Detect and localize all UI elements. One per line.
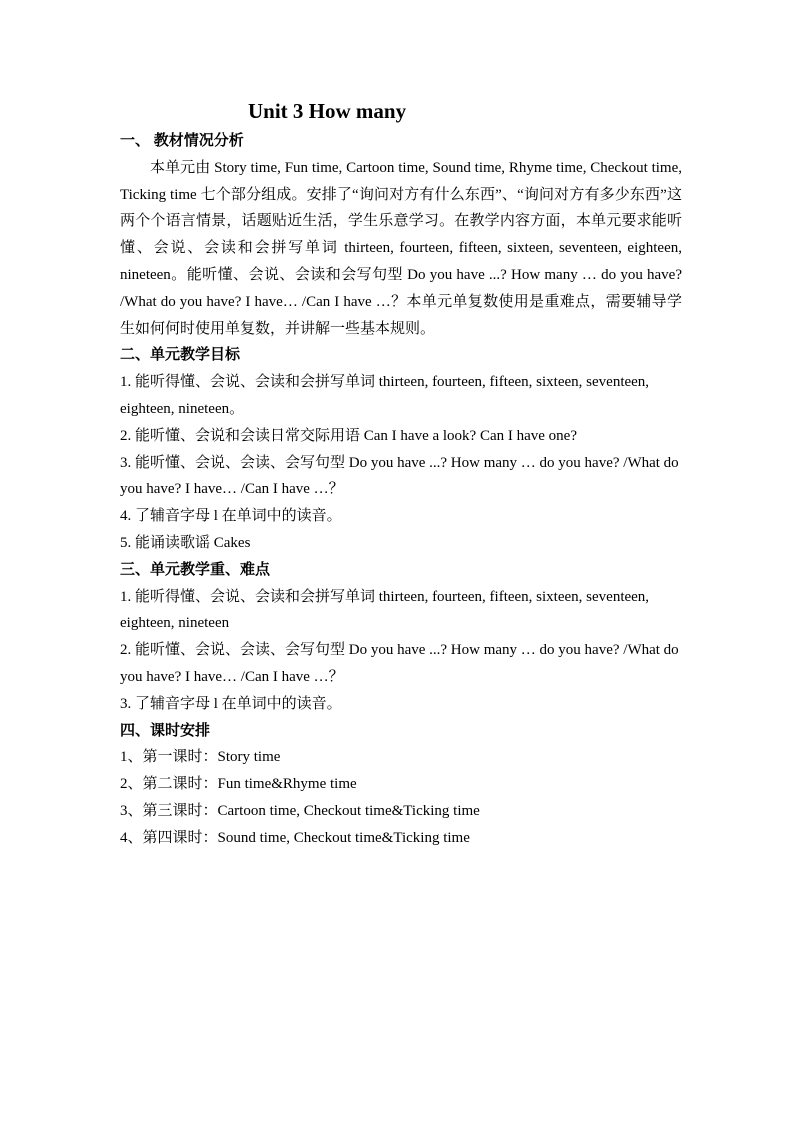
document-body: [120, 128, 682, 852]
objective-item: 1. 能听得懂、会说、会读和会拼写单词 thirteen, fourteen, fifteen, sixteen, seventeen, eighteen, nineteen。: [120, 374, 650, 417]
key-point-item: 2. 能听懂、会说、会读、会写句型 Do you have ...? How many … do you have? /What do you have? I have… /Can I have …？: [120, 642, 679, 685]
key-point-item: 1. 能听得懂、会说、会读和会拼写单词 thirteen, fourteen, fifteen, sixteen, seventeen, eighteen, nineteen: [120, 588, 650, 632]
schedule-item: 3、第三课时：Cartoon time, Checkout time&Ticking time: [120, 802, 480, 819]
objective-item: 2. 能听懂、会说和会读日常交际用语 Can I have a look? Can I have one?: [120, 427, 577, 444]
schedule-item: 4、第四课时：Sound time, Checkout time&Ticking time: [120, 829, 470, 846]
objective-item: 4. 了辅音字母 l 在单词中的读音。: [120, 508, 342, 525]
objective-item: 5. 能诵读歌谣 Cakes: [120, 534, 251, 551]
materials-analysis-paragraph: 本单元由 Story time, Fun time, Cartoon time, Sound time, Rhyme time, Checkout time, Ticking time 七个部分组成。安排了“询问对方有什么东西”、“询问对方有多少东西”这两个个语言情景，话题贴近生活，学生乐意学习。在教学内容方面，本单元要求能听懂、会说、会读和会拼写单词 thirteen, fourteen, fifteen, sixteen, seventeen, eighteen, nineteen。能听懂、会说、会读和会写句型 Do you have ...? How many … do you have? /What do you have? I have… /Can I have …？本单元单复数使用是重难点，需要辅导学生如何何时使用单复数，并讲解一些基本规则。: [120, 159, 682, 337]
schedule-item: 1、第一课时：Story time: [120, 749, 281, 766]
section-heading-objectives: 二、单元教学目标: [120, 347, 241, 364]
section-heading-materials: 一、 教材情况分析: [120, 133, 244, 149]
document-title: Unit 3 How many: [248, 99, 407, 123]
section-heading-schedule: 四、课时安排: [120, 722, 211, 739]
section-heading-key-points: 三、单元教学重、难点: [120, 561, 271, 578]
key-point-item: 3. 了辅音字母 l 在单词中的读音。: [120, 695, 342, 712]
objective-item: 3. 能听懂、会说、会读、会写句型 Do you have ...? How many … do you have? /What do you have? I have… /Can I have …？: [120, 454, 679, 498]
schedule-item: 2、第二课时：Fun time&Rhyme time: [120, 776, 357, 793]
